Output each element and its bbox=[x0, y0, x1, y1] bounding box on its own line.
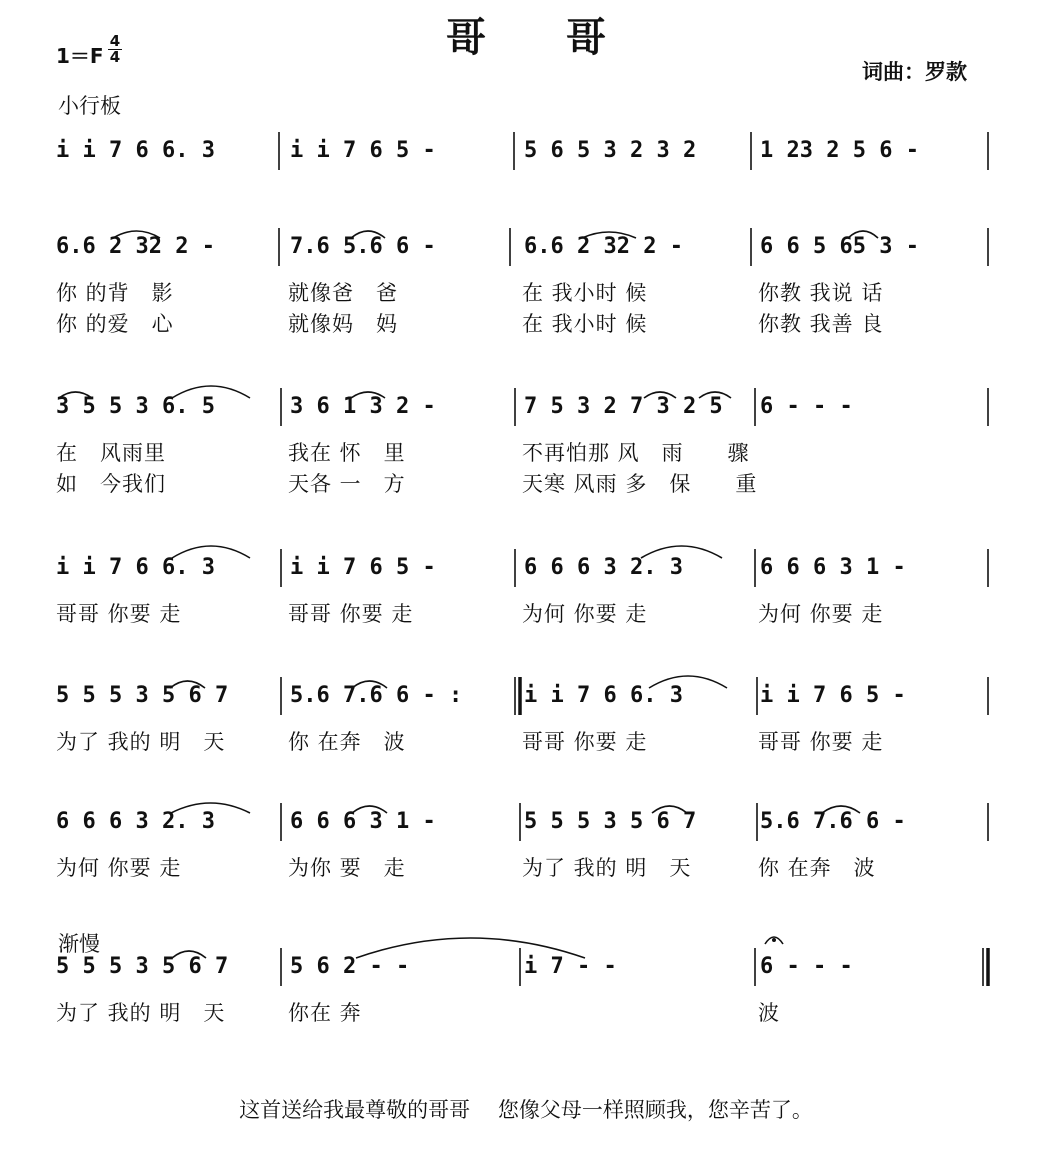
lyric-line: 为了 我的 明 天 bbox=[56, 730, 226, 754]
slur-arc bbox=[113, 231, 160, 238]
slur-arc bbox=[699, 392, 731, 398]
measure-notes: 6.6 2 32 2 - bbox=[524, 234, 683, 259]
slur-arc bbox=[351, 392, 385, 398]
lyric-line: 为你 要 走 bbox=[288, 856, 406, 880]
measure-notes: i i 7 6 6. 3 bbox=[524, 683, 683, 708]
lyric-line: 你 的背 影 bbox=[56, 281, 174, 305]
measure-notes: 7 5 3 2 7 3 2 5 bbox=[524, 394, 723, 419]
lyric-line: 你 在奔 波 bbox=[758, 856, 876, 880]
measure-notes: 5 5 5 3 5 6 7 bbox=[524, 809, 697, 834]
slur-arc bbox=[352, 681, 387, 688]
tempo-change-marking: 渐慢 bbox=[58, 932, 100, 956]
slur-arc bbox=[356, 938, 585, 958]
slur-arc bbox=[59, 392, 92, 398]
lyric-line: 为何 你要 走 bbox=[522, 602, 648, 626]
lyric-line: 哥哥 你要 走 bbox=[56, 602, 182, 626]
slur-arc bbox=[641, 546, 722, 558]
measure-notes: i 7 - - bbox=[524, 954, 617, 979]
lyric-line: 哥哥 你要 走 bbox=[288, 602, 414, 626]
time-signature-bottom: 4 bbox=[109, 48, 121, 66]
lyric-line: 在 风雨里 bbox=[56, 441, 166, 465]
time-signature-top: 4 bbox=[109, 32, 121, 50]
song-title: 哥 哥 bbox=[446, 14, 606, 61]
lyric-line: 在 我小时 候 bbox=[522, 312, 648, 336]
measure-notes: 6 6 6 3 1 - bbox=[290, 809, 436, 834]
slur-arc bbox=[652, 806, 687, 813]
fermata-dot bbox=[772, 938, 776, 942]
lyric-line: 为何 你要 走 bbox=[758, 602, 884, 626]
measure-notes: 5 6 2 - - bbox=[290, 954, 410, 979]
measure-notes: 5 5 5 3 5 6 7 bbox=[56, 683, 229, 708]
measure-notes: 1 23 2 5 6 - bbox=[760, 138, 919, 163]
measure-notes: 7.6 5.6 6 - bbox=[290, 234, 436, 259]
lyric-line: 哥哥 你要 走 bbox=[758, 730, 884, 754]
lyric-line: 就像爸 爸 bbox=[288, 281, 398, 305]
lyric-line: 为了 我的 明 天 bbox=[522, 856, 692, 880]
lyric-line: 波 bbox=[758, 1001, 780, 1025]
slur-arc bbox=[170, 681, 205, 688]
measure-notes: 6 6 6 3 1 - bbox=[760, 555, 906, 580]
measure-notes: 5.6 7.6 6 - : bbox=[290, 683, 463, 708]
slur-arc bbox=[649, 676, 727, 688]
measure-notes: i i 7 6 6. 3 bbox=[56, 555, 215, 580]
lyric-line: 就像妈 妈 bbox=[288, 312, 398, 336]
slur-arc bbox=[848, 231, 878, 238]
measure-notes: 5 5 5 3 5 6 7 bbox=[56, 954, 229, 979]
measure-notes: i i 7 6 6. 3 bbox=[56, 138, 215, 163]
measure-notes: 6.6 2 32 2 - bbox=[56, 234, 215, 259]
slur-arc bbox=[352, 806, 387, 813]
slur-arc bbox=[644, 392, 676, 398]
measure-notes: i i 7 6 5 - bbox=[290, 138, 436, 163]
lyric-line: 你教 我说 话 bbox=[758, 281, 884, 305]
measure-notes: 3 6 1 3 2 - bbox=[290, 394, 436, 419]
slur-arc bbox=[171, 803, 250, 813]
footer-dedication: 这首送给我最尊敬的哥哥 您像父母一样照顾我，您辛苦了。 bbox=[239, 1098, 813, 1122]
lyric-line: 天寒 风雨 多 保 重 bbox=[522, 472, 758, 496]
slur-arc bbox=[822, 806, 860, 813]
measure-notes: 6 6 5 65 3 - bbox=[760, 234, 919, 259]
slur-arc bbox=[172, 546, 250, 558]
lyric-line: 天各 一 方 bbox=[288, 472, 406, 496]
measure-notes: 6 - - - bbox=[760, 394, 853, 419]
lyric-line: 在 我小时 候 bbox=[522, 281, 648, 305]
lyric-line: 为了 我的 明 天 bbox=[56, 1001, 226, 1025]
lyric-line: 如 今我们 bbox=[56, 472, 166, 496]
lyric-line: 你 的爱 心 bbox=[56, 312, 174, 336]
measure-notes: 6 6 6 3 2. 3 bbox=[56, 809, 215, 834]
measure-notes: 6 6 6 3 2. 3 bbox=[524, 555, 683, 580]
measure-notes: 5 6 5 3 2 3 2 bbox=[524, 138, 697, 163]
tempo-marking: 小行板 bbox=[58, 94, 121, 118]
lyric-line: 你在 奔 bbox=[288, 1001, 362, 1025]
lyricist-composer-credit: 词曲：罗款 bbox=[862, 60, 967, 84]
slur-arc bbox=[172, 386, 250, 398]
lyric-line: 你 在奔 波 bbox=[288, 730, 406, 754]
measure-notes: 5.6 7.6 6 - bbox=[760, 809, 906, 834]
slur-arc bbox=[351, 231, 385, 238]
lyric-line: 哥哥 你要 走 bbox=[522, 730, 648, 754]
lyric-line: 不再怕那 风 雨 骤 bbox=[522, 441, 750, 465]
measure-notes: 6 - - - bbox=[760, 954, 853, 979]
lyric-line: 为何 你要 走 bbox=[56, 856, 182, 880]
key-signature: 1＝F bbox=[56, 44, 104, 68]
measure-notes: i i 7 6 5 - bbox=[760, 683, 906, 708]
measure-notes: i i 7 6 5 - bbox=[290, 555, 436, 580]
lyric-line: 我在 怀 里 bbox=[288, 441, 406, 465]
slur-arc bbox=[582, 232, 636, 238]
measure-notes: 3 5 5 3 6. 5 bbox=[56, 394, 215, 419]
lyric-line: 你教 我善 良 bbox=[758, 312, 884, 336]
slur-arc bbox=[172, 951, 206, 958]
